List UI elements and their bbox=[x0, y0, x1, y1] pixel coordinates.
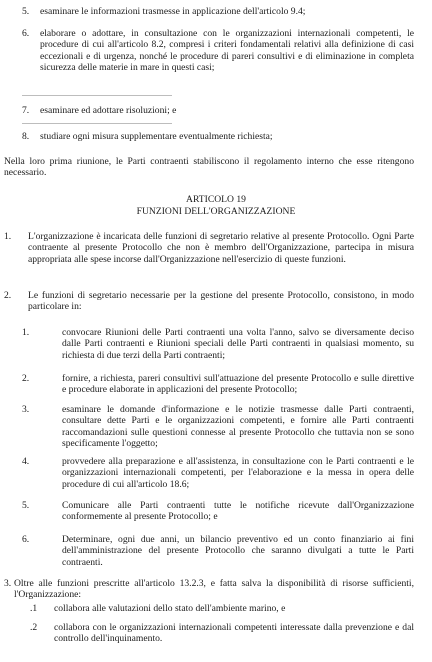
divider bbox=[22, 95, 172, 96]
rules-paragraph: Nella loro prima riunione, le Parti contraenti stabiliscono il regolamento interno che esse ritengono necessario. bbox=[4, 156, 414, 179]
function-item-4 bbox=[22, 456, 414, 490]
divider bbox=[22, 123, 172, 124]
top-item-7 bbox=[22, 105, 414, 116]
function-item-6 bbox=[22, 534, 414, 568]
top-item-5 bbox=[22, 6, 414, 17]
item-text: esaminare ed adottare risoluzioni; e bbox=[40, 105, 177, 116]
function-text: Comunicare alle Parti contraenti tutte le notifiche ricevute dall'Organizzazione conformemente al presente Protocollo; e bbox=[62, 500, 414, 523]
function-number: 1. bbox=[22, 327, 30, 338]
paragraph-number: 2. bbox=[4, 290, 12, 301]
function-text: provvedere alla preparazione e all'assistenza, in consultazione con le Parti contraenti e le organizzazioni internazionali competenti, per l'elaborazione e la messa in opera delle procedure di cui all'articolo 18.6; bbox=[62, 456, 414, 490]
paragraph-number: 1. bbox=[4, 231, 12, 242]
function-item-2 bbox=[22, 373, 414, 396]
function-number: 5. bbox=[22, 500, 30, 511]
subitem-2 bbox=[30, 622, 414, 645]
paragraph-number: 3. bbox=[4, 578, 12, 589]
item-number: 8. bbox=[22, 131, 30, 142]
paragraph-2 bbox=[4, 290, 414, 313]
paragraph-3 bbox=[4, 578, 414, 601]
subitem-text: collabora alle valutazioni dello stato dell'ambiente marino, e bbox=[54, 603, 286, 614]
function-number: 2. bbox=[22, 373, 30, 384]
function-text: convocare Riunioni delle Parti contraenti una volta l'anno, salvo se diversamente deciso dalle Parti contraenti e Riunioni speciali delle Parti contraenti in qualsiasi momento, su richiesta di due terzi della Parti contraenti; bbox=[62, 327, 414, 361]
item-number: 7. bbox=[22, 105, 30, 116]
subitem-1 bbox=[30, 603, 414, 614]
item-number: 6. bbox=[22, 28, 30, 39]
function-item-1 bbox=[22, 327, 414, 361]
item-text: esaminare le informazioni trasmesse in applicazione dell'articolo 9.4; bbox=[40, 6, 306, 17]
paragraph-text: L'organizzazione è incaricata delle funzioni di segretario relative al presente Protocollo. Ogni Parte contraente al presente Protocollo che non è membro dell'Organizzazione, partecipa in misura appropriata alle spese incorse dall'Organizzazione nell'esercizio di queste funzioni. bbox=[28, 231, 414, 265]
function-text: esaminare le domande d'informazione e le notizie trasmesse dalle Parti contraenti, consultare dette Parti e le organizzazioni competenti, e fornire alle Parti contraenti raccomandazioni sulle questioni connesse al presente Protocollo che tuttavia non se sono specificamente l'oggetto; bbox=[62, 404, 414, 450]
top-item-6 bbox=[22, 28, 414, 74]
function-number: 4. bbox=[22, 456, 30, 467]
function-text: fornire, a richiesta, pareri consultivi sull'attuazione del presente Protocollo e sulle direttive e procedure elaborate in applicazioni del presente Protocollo; bbox=[62, 373, 414, 396]
function-item-5 bbox=[22, 500, 414, 523]
item-number: 5. bbox=[22, 6, 30, 17]
paragraph-1 bbox=[4, 231, 414, 265]
article-number: ARTICOLO 19 bbox=[186, 194, 246, 205]
paragraph-text: Le funzioni di segretario necessarie per la gestione del presente Protocollo, consistono, in modo particolare in: bbox=[28, 290, 414, 313]
article-title: FUNZIONI DELL'ORGANIZZAZIONE bbox=[136, 206, 296, 217]
item-text: elaborare o adottare, in consultazione con le organizzazioni internazionali competenti, le procedure di cui all'articolo 8.2, compresi i criteri fondamentali relativi alla definizione di casi eccezionali e di urgenza, nonché le procedure di pareri consultivi e di eliminazione in completa sicurezza delle materie in mare in questi casi; bbox=[40, 28, 414, 74]
subitem-number: .2 bbox=[30, 622, 38, 633]
subitem-number: .1 bbox=[30, 603, 38, 614]
paragraph-text: Oltre alle funzioni prescritte all'articolo 13.2.3, e fatta salva la disponibilità di risorse sufficienti, l'Organizzazione: bbox=[14, 578, 414, 601]
subitem-text: collabora con le organizzazioni internazionali competenti interessate dalla prevenzione e dal controllo dell'inquinamento. bbox=[54, 622, 414, 645]
function-text: Determinare, ogni due anni, un bilancio preventivo ed un conto finanziario ai fini dell'amministrazione del presente Protocollo che saranno divulgati a tutte le Parti contraenti. bbox=[62, 534, 414, 568]
function-item-3 bbox=[22, 404, 414, 450]
item-text: studiare ogni misura supplementare eventualmente richiesta; bbox=[40, 131, 273, 142]
function-number: 6. bbox=[22, 534, 30, 545]
top-item-8 bbox=[22, 131, 414, 142]
function-number: 3. bbox=[22, 404, 30, 415]
